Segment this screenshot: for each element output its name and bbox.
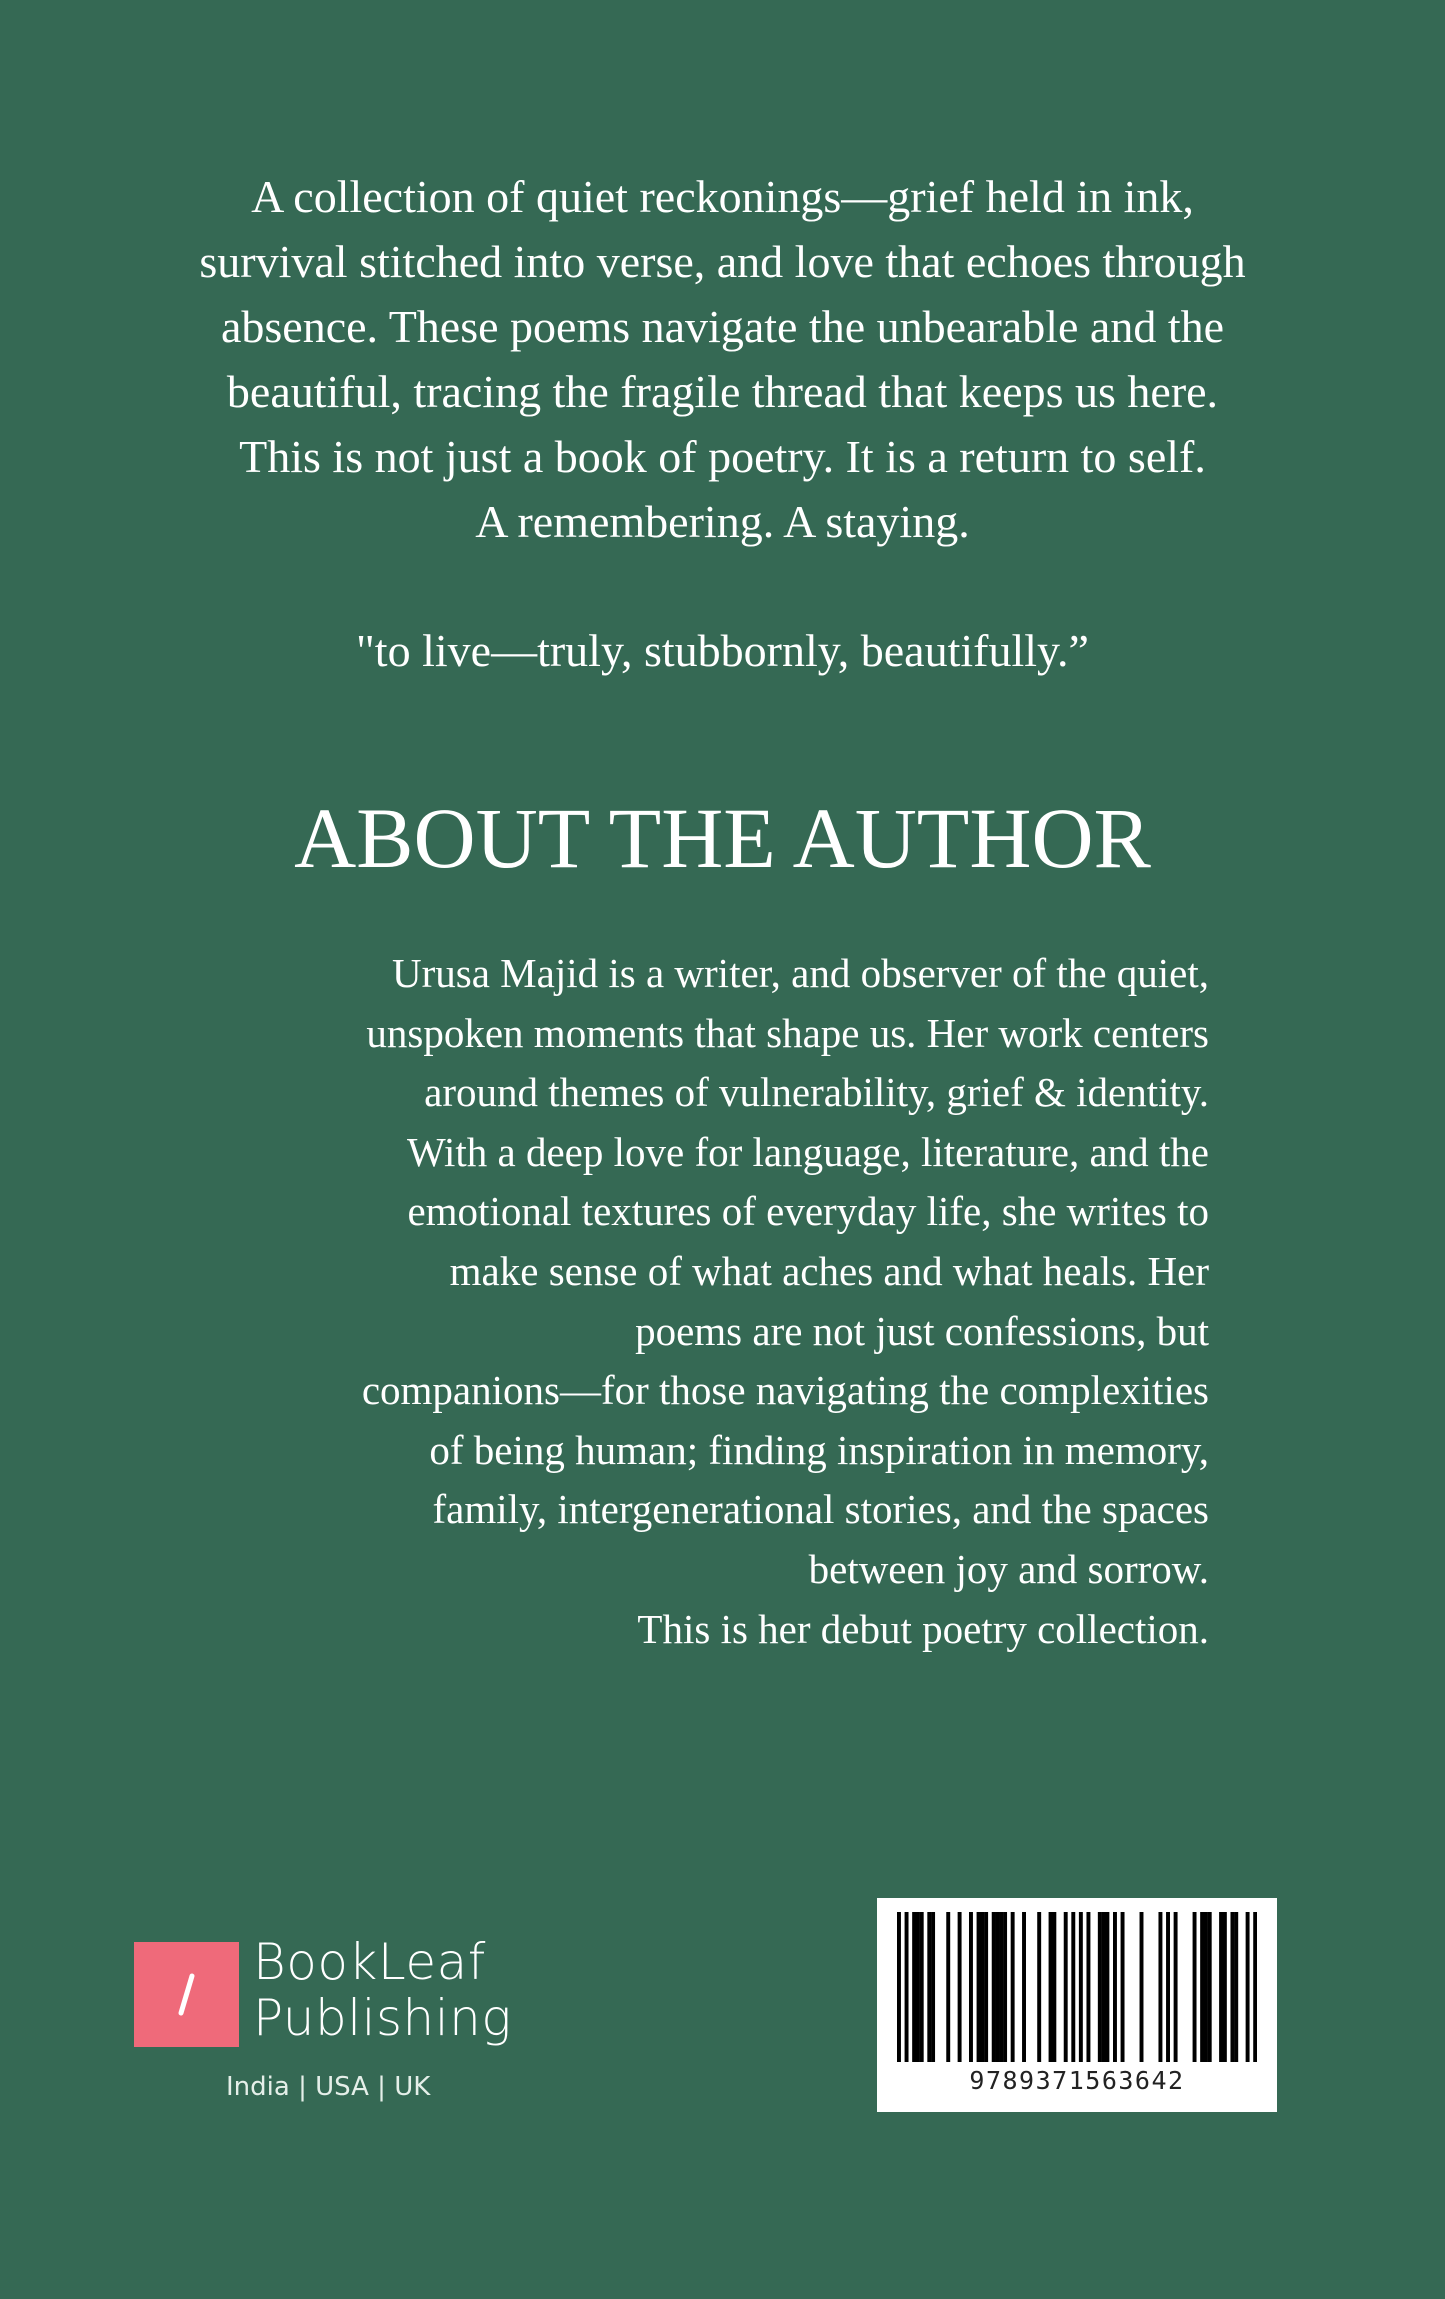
barcode-bar <box>1166 1912 1170 2062</box>
barcode-bar <box>1022 1912 1026 2062</box>
bio-line: around themes of vulnerability, grief & identity. <box>424 1069 1209 1116</box>
barcode-bar <box>1052 1912 1056 2062</box>
barcode-bar <box>1064 1912 1068 2062</box>
barcode-bar <box>920 1912 924 2062</box>
bio-line: With a deep love for language, literature, and the <box>406 1128 1209 1175</box>
barcode-bar <box>1219 1912 1223 2062</box>
barcode-bar <box>1204 1912 1208 2062</box>
bio-line: make sense of what aches and what heals. Her <box>449 1247 1209 1294</box>
barcode-bar <box>1113 1912 1117 2062</box>
blurb-line: survival stitched into verse, and love that echoes through <box>199 236 1246 287</box>
blurb-line: A collection of quiet reckonings—grief held in ink, <box>251 171 1194 222</box>
blurb-quote: "to live—truly, stubbornly, beautifully.” <box>356 625 1089 676</box>
barcode-bar <box>1174 1912 1178 2062</box>
barcode-bar <box>1037 1912 1041 2062</box>
author-bio <box>230 944 1209 1659</box>
barcode-bar <box>996 1912 1000 2062</box>
bio-line: Urusa Majid is a writer, and observer of the quiet, <box>392 950 1209 996</box>
barcode-bar <box>1086 1912 1090 2062</box>
bio-line: companions—for those navigating the complexities <box>361 1367 1209 1414</box>
barcode-bar <box>984 1912 988 2062</box>
bio-line: unspoken moments that shape us. Her work centers <box>366 1009 1209 1056</box>
barcode-bar <box>916 1912 920 2062</box>
barcode-bar <box>1193 1912 1197 2062</box>
barcode-bar <box>905 1912 909 2062</box>
barcode-bar <box>1208 1912 1212 2062</box>
barcode-bar <box>897 1912 901 2062</box>
barcode-bar <box>927 1912 931 2062</box>
barcode-bar <box>1098 1912 1102 2062</box>
bio-line: poems are not just confessions, but <box>635 1307 1209 1354</box>
barcode-bar <box>1071 1912 1075 2062</box>
barcode-bar <box>958 1912 962 2062</box>
barcode-bar <box>946 1912 950 2062</box>
isbn-barcode <box>877 1898 1277 2112</box>
barcode-bar <box>1200 1912 1204 2062</box>
barcode-bar <box>992 1912 996 2062</box>
publisher-name-line1: BookLeaf <box>253 1933 486 1991</box>
barcode-bar <box>977 1912 981 2062</box>
barcode-bar <box>912 1912 916 2062</box>
barcode-bar <box>1223 1912 1227 2062</box>
blurb-line: absence. These poems navigate the unbearable and the <box>220 301 1225 352</box>
bio-line: family, intergenerational stories, and the spaces <box>432 1486 1209 1533</box>
barcode-bar <box>1246 1912 1250 2062</box>
barcode-bar <box>1003 1912 1007 2062</box>
barcode-bar <box>1079 1912 1083 2062</box>
barcode-bar <box>931 1912 935 2062</box>
slash-logo-icon <box>134 1942 239 2047</box>
blurb-line: beautiful, tracing the fragile thread that keeps us here. <box>226 366 1219 417</box>
isbn-number: 9789371563642 <box>969 2066 1185 2095</box>
book-blurb <box>100 164 1345 554</box>
barcode-bar <box>1140 1912 1144 2062</box>
barcode-bar <box>969 1912 973 2062</box>
publisher-logo <box>134 1933 574 2112</box>
barcode-bar <box>1011 1912 1015 2062</box>
bio-line: emotional textures of everyday life, she writes to <box>407 1188 1209 1235</box>
barcode-bar <box>1253 1912 1257 2062</box>
barcode-bar <box>999 1912 1003 2062</box>
barcode-bar <box>1158 1912 1162 2062</box>
publisher-regions: India | USA | UK <box>226 2072 431 2102</box>
about-author-heading: ABOUT THE AUTHOR <box>294 790 1151 886</box>
blurb-line: This is not just a book of poetry. It is a return to self. <box>239 431 1206 482</box>
barcode-bar <box>1121 1912 1125 2062</box>
bio-line: between joy and sorrow. <box>808 1545 1209 1592</box>
barcode-bar <box>980 1912 984 2062</box>
bio-line: This is her debut poetry collection. <box>637 1605 1209 1652</box>
barcode-bars <box>897 1912 1257 2062</box>
barcode-bar <box>1234 1912 1238 2062</box>
barcode-bar <box>1105 1912 1109 2062</box>
barcode-bar <box>1102 1912 1106 2062</box>
blurb-line: A remembering. A staying. <box>475 496 970 547</box>
bio-line: of being human; finding inspiration in memory, <box>429 1426 1209 1473</box>
barcode-bar <box>1230 1912 1234 2062</box>
publisher-name <box>253 1934 512 2046</box>
publisher-name-line2: Publishing <box>253 1989 512 2047</box>
barcode-bar <box>1049 1912 1053 2062</box>
